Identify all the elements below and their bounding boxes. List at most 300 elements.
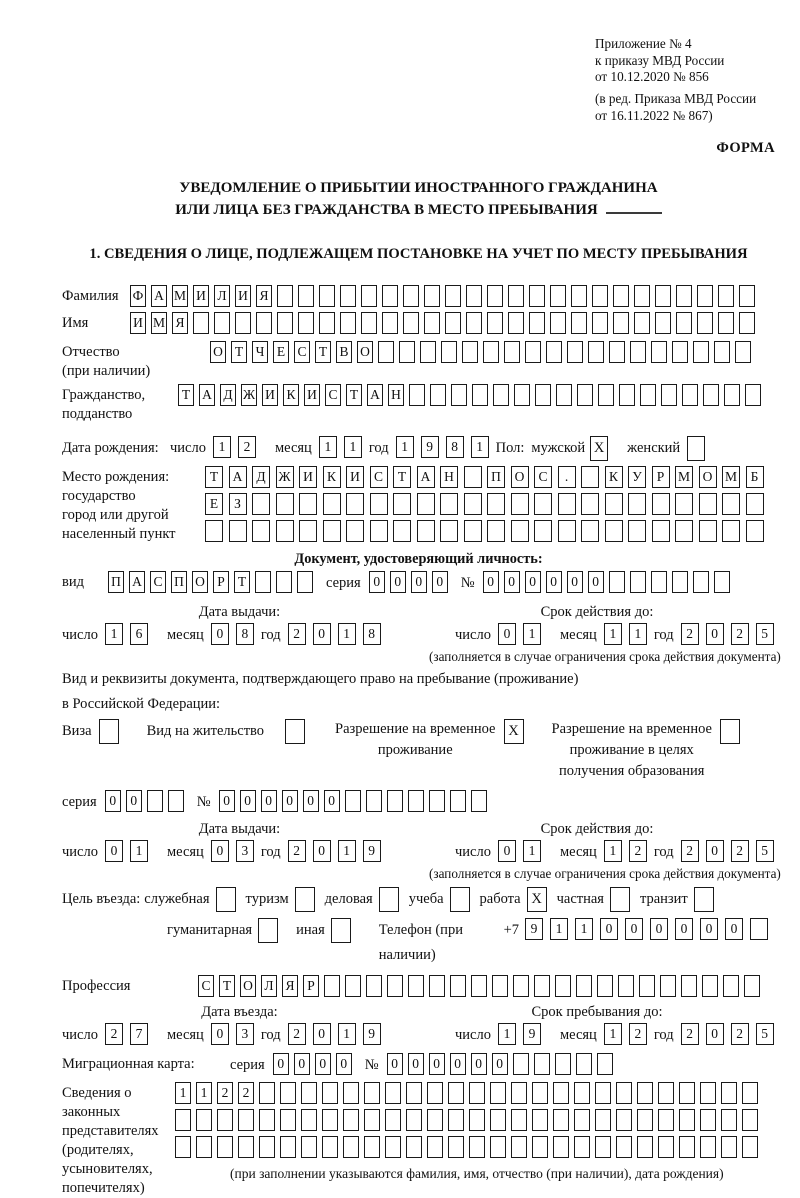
form-cell[interactable]: [702, 975, 718, 997]
form-cell[interactable]: 1: [319, 436, 337, 458]
form-cell[interactable]: [408, 790, 424, 812]
form-cell[interactable]: Ж: [276, 466, 294, 488]
form-cell[interactable]: К: [323, 466, 341, 488]
form-cell[interactable]: О: [210, 341, 226, 363]
form-cell[interactable]: [652, 493, 670, 515]
form-cell[interactable]: 6: [130, 623, 148, 645]
form-cell[interactable]: Б: [746, 466, 764, 488]
form-cell[interactable]: [514, 384, 530, 406]
form-cell[interactable]: [403, 285, 419, 307]
form-cell[interactable]: [420, 341, 436, 363]
form-cell[interactable]: 0: [411, 571, 427, 593]
form-cell[interactable]: [595, 1136, 611, 1158]
form-cell[interactable]: [487, 520, 505, 542]
form-cell[interactable]: [196, 1109, 212, 1131]
form-cell[interactable]: [280, 1136, 296, 1158]
form-cell[interactable]: [639, 975, 655, 997]
form-cell[interactable]: А: [417, 466, 435, 488]
purpose-work-checkbox[interactable]: X: [527, 887, 547, 912]
form-cell[interactable]: [532, 1136, 548, 1158]
form-cell[interactable]: [464, 466, 482, 488]
form-cell[interactable]: 0: [315, 1053, 331, 1075]
form-cell[interactable]: [323, 493, 341, 515]
form-cell[interactable]: [655, 312, 671, 334]
form-cell[interactable]: [637, 1109, 653, 1131]
form-cell[interactable]: [346, 493, 364, 515]
form-cell[interactable]: [534, 493, 552, 515]
form-cell[interactable]: 2: [238, 436, 256, 458]
purpose-private-checkbox[interactable]: [610, 887, 630, 912]
form-cell[interactable]: [628, 493, 646, 515]
form-cell[interactable]: [675, 520, 693, 542]
form-cell[interactable]: [640, 384, 656, 406]
form-cell[interactable]: [672, 571, 688, 593]
form-cell[interactable]: Н: [440, 466, 458, 488]
form-cell[interactable]: [277, 312, 293, 334]
form-cell[interactable]: [319, 285, 335, 307]
form-cell[interactable]: [693, 571, 709, 593]
form-cell[interactable]: [343, 1109, 359, 1131]
purpose-transit-checkbox[interactable]: [694, 887, 714, 912]
form-cell[interactable]: 0: [706, 1023, 724, 1045]
form-cell[interactable]: [217, 1136, 233, 1158]
form-cell[interactable]: Я: [172, 312, 188, 334]
form-cell[interactable]: Т: [315, 341, 331, 363]
form-cell[interactable]: 1: [604, 623, 622, 645]
form-cell[interactable]: [252, 520, 270, 542]
form-cell[interactable]: 0: [294, 1053, 310, 1075]
form-cell[interactable]: 0: [675, 918, 693, 940]
form-cell[interactable]: [658, 1082, 674, 1104]
form-cell[interactable]: 0: [282, 790, 298, 812]
form-cell[interactable]: [504, 341, 520, 363]
form-cell[interactable]: [277, 285, 293, 307]
form-cell[interactable]: [556, 384, 572, 406]
form-cell[interactable]: 0: [546, 571, 562, 593]
form-cell[interactable]: 5: [756, 623, 774, 645]
form-cell[interactable]: [319, 312, 335, 334]
form-cell[interactable]: [490, 1136, 506, 1158]
form-cell[interactable]: 0: [588, 571, 604, 593]
form-cell[interactable]: [238, 1109, 254, 1131]
form-cell[interactable]: Т: [219, 975, 235, 997]
form-cell[interactable]: И: [299, 466, 317, 488]
form-cell[interactable]: И: [130, 312, 146, 334]
form-cell[interactable]: [700, 1109, 716, 1131]
form-cell[interactable]: 0: [483, 571, 499, 593]
form-cell[interactable]: [387, 975, 403, 997]
form-cell[interactable]: [739, 312, 755, 334]
form-cell[interactable]: 2: [629, 1023, 647, 1045]
form-cell[interactable]: 0: [390, 571, 406, 593]
form-cell[interactable]: П: [487, 466, 505, 488]
purpose-official-checkbox[interactable]: [216, 887, 236, 912]
form-cell[interactable]: Т: [205, 466, 223, 488]
purpose-other-checkbox[interactable]: [331, 918, 351, 943]
form-cell[interactable]: [361, 285, 377, 307]
form-cell[interactable]: 1: [498, 1023, 516, 1045]
form-cell[interactable]: [323, 520, 341, 542]
form-cell[interactable]: Д: [220, 384, 236, 406]
form-cell[interactable]: [598, 384, 614, 406]
form-cell[interactable]: [558, 520, 576, 542]
form-cell[interactable]: 0: [240, 790, 256, 812]
form-cell[interactable]: [721, 1082, 737, 1104]
form-cell[interactable]: [340, 312, 356, 334]
form-cell[interactable]: [592, 285, 608, 307]
form-cell[interactable]: [534, 520, 552, 542]
form-cell[interactable]: [742, 1082, 758, 1104]
form-cell[interactable]: О: [357, 341, 373, 363]
form-cell[interactable]: [722, 520, 740, 542]
form-cell[interactable]: [675, 493, 693, 515]
form-cell[interactable]: В: [336, 341, 352, 363]
form-cell[interactable]: [345, 975, 361, 997]
form-cell[interactable]: [550, 285, 566, 307]
form-cell[interactable]: [567, 341, 583, 363]
form-cell[interactable]: К: [605, 466, 623, 488]
form-cell[interactable]: [511, 520, 529, 542]
form-cell[interactable]: 2: [681, 623, 699, 645]
form-cell[interactable]: [595, 1109, 611, 1131]
form-cell[interactable]: [385, 1082, 401, 1104]
form-cell[interactable]: [714, 571, 730, 593]
form-cell[interactable]: [630, 341, 646, 363]
form-cell[interactable]: [417, 520, 435, 542]
form-cell[interactable]: [466, 312, 482, 334]
form-cell[interactable]: Т: [234, 571, 250, 593]
form-cell[interactable]: [658, 1136, 674, 1158]
form-cell[interactable]: 0: [211, 1023, 229, 1045]
form-cell[interactable]: 1: [550, 918, 568, 940]
form-cell[interactable]: [588, 341, 604, 363]
form-cell[interactable]: [746, 493, 764, 515]
form-cell[interactable]: 2: [217, 1082, 233, 1104]
form-cell[interactable]: [618, 975, 634, 997]
form-cell[interactable]: [609, 341, 625, 363]
form-cell[interactable]: [427, 1136, 443, 1158]
form-cell[interactable]: 0: [105, 840, 123, 862]
form-cell[interactable]: 1: [344, 436, 362, 458]
form-cell[interactable]: [718, 312, 734, 334]
form-cell[interactable]: С: [534, 466, 552, 488]
form-cell[interactable]: [322, 1136, 338, 1158]
form-cell[interactable]: [298, 285, 314, 307]
form-cell[interactable]: 2: [731, 1023, 749, 1045]
form-cell[interactable]: 0: [219, 790, 235, 812]
form-cell[interactable]: А: [199, 384, 215, 406]
form-cell[interactable]: 1: [338, 1023, 356, 1045]
form-cell[interactable]: [555, 1053, 571, 1075]
purpose-business-checkbox[interactable]: [379, 887, 399, 912]
form-cell[interactable]: 1: [396, 436, 414, 458]
form-cell[interactable]: [546, 341, 562, 363]
form-cell[interactable]: [427, 1109, 443, 1131]
form-cell[interactable]: Е: [273, 341, 289, 363]
form-cell[interactable]: [469, 1109, 485, 1131]
form-cell[interactable]: [406, 1082, 422, 1104]
form-cell[interactable]: [340, 285, 356, 307]
form-cell[interactable]: [393, 493, 411, 515]
form-cell[interactable]: [700, 1082, 716, 1104]
form-cell[interactable]: [676, 312, 692, 334]
form-cell[interactable]: [742, 1109, 758, 1131]
form-cell[interactable]: [175, 1136, 191, 1158]
form-cell[interactable]: 0: [567, 571, 583, 593]
form-cell[interactable]: Т: [346, 384, 362, 406]
form-cell[interactable]: [451, 384, 467, 406]
form-cell[interactable]: 0: [700, 918, 718, 940]
form-cell[interactable]: [550, 312, 566, 334]
form-cell[interactable]: 3: [236, 1023, 254, 1045]
form-cell[interactable]: [581, 493, 599, 515]
form-cell[interactable]: А: [151, 285, 167, 307]
form-cell[interactable]: [513, 1053, 529, 1075]
form-cell[interactable]: [605, 520, 623, 542]
form-cell[interactable]: [746, 520, 764, 542]
form-cell[interactable]: [280, 1109, 296, 1131]
form-cell[interactable]: [532, 1109, 548, 1131]
form-cell[interactable]: [406, 1136, 422, 1158]
form-cell[interactable]: [571, 312, 587, 334]
form-cell[interactable]: [382, 312, 398, 334]
purpose-tourism-checkbox[interactable]: [295, 887, 315, 912]
form-cell[interactable]: 0: [429, 1053, 445, 1075]
form-cell[interactable]: У: [628, 466, 646, 488]
form-cell[interactable]: [252, 493, 270, 515]
form-cell[interactable]: И: [262, 384, 278, 406]
form-cell[interactable]: 1: [523, 840, 541, 862]
form-cell[interactable]: 3: [236, 840, 254, 862]
form-cell[interactable]: [532, 1082, 548, 1104]
form-cell[interactable]: [403, 312, 419, 334]
form-cell[interactable]: [555, 975, 571, 997]
form-cell[interactable]: [297, 571, 313, 593]
residence-permit-checkbox[interactable]: [285, 719, 305, 744]
form-cell[interactable]: [417, 493, 435, 515]
form-cell[interactable]: [280, 1082, 296, 1104]
form-cell[interactable]: [735, 341, 751, 363]
form-cell[interactable]: [214, 312, 230, 334]
form-cell[interactable]: [382, 285, 398, 307]
form-cell[interactable]: [574, 1109, 590, 1131]
form-cell[interactable]: [681, 975, 697, 997]
form-cell[interactable]: [613, 312, 629, 334]
form-cell[interactable]: [299, 520, 317, 542]
form-cell[interactable]: [393, 520, 411, 542]
sex-female-checkbox[interactable]: [687, 436, 705, 461]
form-cell[interactable]: З: [229, 493, 247, 515]
form-cell[interactable]: К: [283, 384, 299, 406]
form-cell[interactable]: [361, 312, 377, 334]
form-cell[interactable]: Ж: [241, 384, 257, 406]
form-cell[interactable]: 8: [363, 623, 381, 645]
form-cell[interactable]: [429, 790, 445, 812]
form-cell[interactable]: 0: [498, 840, 516, 862]
form-cell[interactable]: [196, 1136, 212, 1158]
form-cell[interactable]: [366, 790, 382, 812]
form-cell[interactable]: [595, 1082, 611, 1104]
form-cell[interactable]: 0: [650, 918, 668, 940]
form-cell[interactable]: [525, 341, 541, 363]
form-cell[interactable]: [493, 384, 509, 406]
form-cell[interactable]: 0: [725, 918, 743, 940]
form-cell[interactable]: [723, 975, 739, 997]
form-cell[interactable]: [637, 1082, 653, 1104]
form-cell[interactable]: [448, 1109, 464, 1131]
form-cell[interactable]: [238, 1136, 254, 1158]
form-cell[interactable]: Я: [282, 975, 298, 997]
form-cell[interactable]: 5: [756, 840, 774, 862]
form-cell[interactable]: [534, 975, 550, 997]
form-cell[interactable]: 0: [105, 790, 121, 812]
form-cell[interactable]: [637, 1136, 653, 1158]
form-cell[interactable]: 0: [387, 1053, 403, 1075]
form-cell[interactable]: [490, 1082, 506, 1104]
form-cell[interactable]: [750, 918, 768, 940]
form-cell[interactable]: [450, 790, 466, 812]
form-cell[interactable]: 9: [363, 840, 381, 862]
form-cell[interactable]: [661, 384, 677, 406]
form-cell[interactable]: Т: [178, 384, 194, 406]
form-cell[interactable]: [364, 1109, 380, 1131]
form-cell[interactable]: [534, 1053, 550, 1075]
form-cell[interactable]: С: [198, 975, 214, 997]
form-cell[interactable]: [634, 285, 650, 307]
form-cell[interactable]: [576, 1053, 592, 1075]
form-cell[interactable]: [427, 1082, 443, 1104]
form-cell[interactable]: 0: [261, 790, 277, 812]
form-cell[interactable]: 0: [273, 1053, 289, 1075]
form-cell[interactable]: [581, 466, 599, 488]
form-cell[interactable]: [513, 975, 529, 997]
form-cell[interactable]: 1: [523, 623, 541, 645]
form-cell[interactable]: 1: [105, 623, 123, 645]
form-cell[interactable]: [324, 975, 340, 997]
form-cell[interactable]: [378, 341, 394, 363]
form-cell[interactable]: [448, 1136, 464, 1158]
form-cell[interactable]: Я: [256, 285, 272, 307]
form-cell[interactable]: Л: [214, 285, 230, 307]
form-cell[interactable]: [553, 1109, 569, 1131]
form-cell[interactable]: [487, 493, 505, 515]
form-cell[interactable]: С: [325, 384, 341, 406]
form-cell[interactable]: 5: [756, 1023, 774, 1045]
form-cell[interactable]: [466, 285, 482, 307]
form-cell[interactable]: 9: [525, 918, 543, 940]
form-cell[interactable]: [508, 312, 524, 334]
form-cell[interactable]: [700, 1136, 716, 1158]
form-cell[interactable]: М: [172, 285, 188, 307]
form-cell[interactable]: [346, 520, 364, 542]
form-cell[interactable]: [574, 1082, 590, 1104]
form-cell[interactable]: [619, 384, 635, 406]
form-cell[interactable]: [651, 571, 667, 593]
form-cell[interactable]: [205, 520, 223, 542]
form-cell[interactable]: И: [346, 466, 364, 488]
form-cell[interactable]: 0: [324, 790, 340, 812]
form-cell[interactable]: [721, 1136, 737, 1158]
form-cell[interactable]: [276, 493, 294, 515]
form-cell[interactable]: [462, 341, 478, 363]
form-cell[interactable]: 1: [175, 1082, 191, 1104]
form-cell[interactable]: 0: [471, 1053, 487, 1075]
form-cell[interactable]: О: [511, 466, 529, 488]
form-cell[interactable]: [576, 975, 592, 997]
form-cell[interactable]: [571, 285, 587, 307]
form-cell[interactable]: [597, 975, 613, 997]
form-cell[interactable]: Т: [231, 341, 247, 363]
form-cell[interactable]: [597, 1053, 613, 1075]
form-cell[interactable]: 0: [525, 571, 541, 593]
form-cell[interactable]: [259, 1109, 275, 1131]
form-cell[interactable]: О: [240, 975, 256, 997]
form-cell[interactable]: 2: [288, 623, 306, 645]
form-cell[interactable]: [630, 571, 646, 593]
form-cell[interactable]: [697, 285, 713, 307]
form-cell[interactable]: П: [108, 571, 124, 593]
form-cell[interactable]: [682, 384, 698, 406]
form-cell[interactable]: [722, 493, 740, 515]
form-cell[interactable]: 1: [471, 436, 489, 458]
form-cell[interactable]: 0: [336, 1053, 352, 1075]
form-cell[interactable]: [745, 384, 761, 406]
form-cell[interactable]: [441, 341, 457, 363]
form-cell[interactable]: Р: [213, 571, 229, 593]
form-cell[interactable]: [464, 520, 482, 542]
form-cell[interactable]: [450, 975, 466, 997]
form-cell[interactable]: 0: [706, 623, 724, 645]
form-cell[interactable]: 0: [211, 840, 229, 862]
form-cell[interactable]: 9: [421, 436, 439, 458]
form-cell[interactable]: 1: [338, 840, 356, 862]
form-cell[interactable]: [672, 341, 688, 363]
form-cell[interactable]: [406, 1109, 422, 1131]
form-cell[interactable]: [448, 1082, 464, 1104]
form-cell[interactable]: 1: [196, 1082, 212, 1104]
form-cell[interactable]: [693, 341, 709, 363]
form-cell[interactable]: [235, 312, 251, 334]
form-cell[interactable]: 0: [369, 571, 385, 593]
form-cell[interactable]: [276, 571, 292, 593]
form-cell[interactable]: [301, 1109, 317, 1131]
form-cell[interactable]: 1: [575, 918, 593, 940]
form-cell[interactable]: [492, 975, 508, 997]
form-cell[interactable]: [592, 312, 608, 334]
purpose-study-checkbox[interactable]: [450, 887, 470, 912]
form-cell[interactable]: [616, 1136, 632, 1158]
form-cell[interactable]: [508, 285, 524, 307]
form-cell[interactable]: [558, 493, 576, 515]
form-cell[interactable]: И: [304, 384, 320, 406]
form-cell[interactable]: [511, 1136, 527, 1158]
form-cell[interactable]: [609, 571, 625, 593]
form-cell[interactable]: М: [151, 312, 167, 334]
form-cell[interactable]: [574, 1136, 590, 1158]
form-cell[interactable]: 0: [432, 571, 448, 593]
form-cell[interactable]: [343, 1136, 359, 1158]
form-cell[interactable]: [703, 384, 719, 406]
form-cell[interactable]: [651, 341, 667, 363]
form-cell[interactable]: [679, 1109, 695, 1131]
form-cell[interactable]: [581, 520, 599, 542]
form-cell[interactable]: [511, 1109, 527, 1131]
form-cell[interactable]: 0: [313, 840, 331, 862]
form-cell[interactable]: [718, 285, 734, 307]
form-cell[interactable]: [429, 975, 445, 997]
form-cell[interactable]: 2: [731, 623, 749, 645]
form-cell[interactable]: [276, 520, 294, 542]
